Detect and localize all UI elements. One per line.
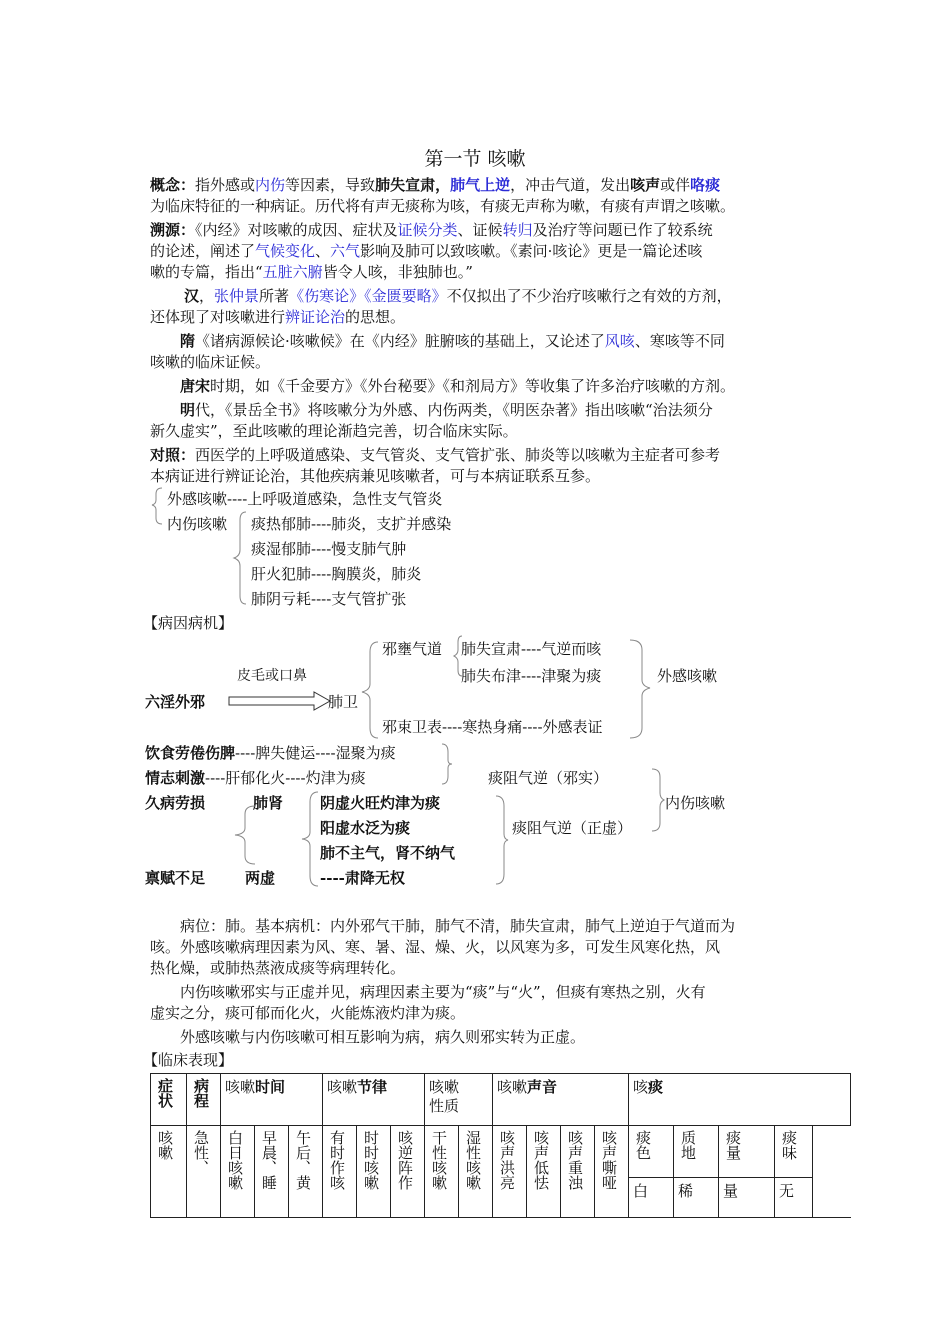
internal-item: 痰热郁肺----肺炎，支扩并感染 bbox=[251, 515, 452, 533]
descend-fail: ----肃降无权 bbox=[320, 869, 405, 887]
clinical-heading: 【临床表现】 bbox=[143, 1051, 234, 1069]
pathology-p1-2: 咳。外感咳嗽病理因素为风、寒、暑、湿、燥、火，以风寒为多，可发生风寒化热，风 bbox=[150, 938, 721, 956]
cell-sputum-head: 痰色 bbox=[629, 1126, 674, 1178]
cell-time: 午后、黄 bbox=[289, 1126, 323, 1218]
phlegm-excess: 痰阻气逆（邪实） bbox=[488, 769, 609, 787]
bracket-external-cough bbox=[628, 638, 652, 740]
header-time: 咳嗽时间 bbox=[221, 1074, 323, 1126]
concept-line-1: 概念：指外感或内伤等因素，导致肺失宣肃，肺气上逆，冲击气道，发出咳声或伴咯痰 bbox=[150, 176, 721, 194]
lung-fail-bu: 肺失布津----津聚为痰 bbox=[461, 667, 602, 685]
cell-sputum-head: 质地 bbox=[674, 1126, 719, 1178]
external-cough-item: 外感咳嗽----上呼吸道感染，急性支气管炎 bbox=[167, 490, 443, 508]
cell-time: 白日咳嗽 bbox=[221, 1126, 255, 1218]
external-cough-label: 外感咳嗽 bbox=[657, 667, 718, 685]
chronic: 久病劳损 bbox=[145, 794, 206, 812]
cell-sound: 咳声洪亮 bbox=[493, 1126, 527, 1218]
evil-bind: 邪束卫表----寒热身痛----外感表证 bbox=[382, 718, 603, 736]
compare-line-1: 对照：西医学的上呼吸道感染、支气管炎、支气管扩张、肺炎等以咳嗽为主症者可参考 bbox=[150, 446, 721, 464]
cell-rhythm: 有时作咳 bbox=[323, 1126, 357, 1218]
arrow-right-icon bbox=[228, 691, 332, 711]
origin-line-2: 的论述，阐述了气候变化、六气影响及肺可以致咳嗽。《素问·咳论》更是一篇论述咳 bbox=[150, 242, 703, 260]
compare-line-2: 本病证进行辨证论治，其他疾病兼见咳嗽者，可与本病证联系互参。 bbox=[150, 467, 601, 485]
sui-line-2: 咳嗽的临床证候。 bbox=[150, 353, 271, 371]
header-sound: 咳嗽声音 bbox=[493, 1074, 629, 1126]
clinical-table bbox=[150, 1073, 851, 1218]
bracket-internal bbox=[232, 510, 250, 606]
page-title: 第一节 咳嗽 bbox=[424, 148, 526, 170]
pathology-p2-2: 虚实之分，痰可郁而化火，火能炼液灼津为痰。 bbox=[150, 1004, 466, 1022]
cell-nature: 湿性咳嗽 bbox=[459, 1126, 493, 1218]
cell-sound: 咳声重浊 bbox=[561, 1126, 595, 1218]
both-deficiency: 两虚 bbox=[245, 869, 276, 887]
cell-rhythm: 时时咳嗽 bbox=[357, 1126, 391, 1218]
bracket-chronic bbox=[233, 804, 259, 866]
internal-item: 痰湿郁肺----慢支肺气肿 bbox=[251, 540, 407, 558]
cell-sound: 咳声嘶哑 bbox=[595, 1126, 629, 1218]
lung-wei: 肺卫 bbox=[328, 693, 359, 711]
origin-line-3: 嗽的专篇，指出“五脏六腑皆令人咳，非独肺也。” bbox=[150, 263, 473, 281]
bracket-internal-cough bbox=[650, 767, 666, 833]
cell-time: 早晨、睡 bbox=[255, 1126, 289, 1218]
lung-fail-xuan: 肺失宣肃----气逆而咳 bbox=[461, 640, 602, 658]
internal-cough-label: 内伤咳嗽 bbox=[665, 794, 726, 812]
concept-line-2: 为临床特征的一种病证。历代将有声无痰称为咳，有痰无声称为嗽，有痰有声谓之咳嗽。 bbox=[150, 197, 736, 215]
etiology-heading: 【病因病机】 bbox=[143, 614, 234, 632]
bracket-lung-wei bbox=[360, 640, 382, 740]
yin-deficiency: 阴虚火旺灼津为痰 bbox=[320, 794, 441, 812]
header-rhythm: 咳嗽节律 bbox=[323, 1074, 425, 1126]
emotion-line: 情志刺激----肝郁化火----灼津为痰 bbox=[145, 769, 366, 787]
bracket-deficiency bbox=[300, 790, 322, 888]
internal-item: 肝火犯肺----胸膜炎，肺炎 bbox=[251, 565, 422, 583]
han-line-2: 还体现了对咳嗽进行辨证论治的思想。 bbox=[150, 308, 406, 326]
cell-empty bbox=[813, 1126, 851, 1218]
header-sputum: 咳痰 bbox=[629, 1074, 851, 1126]
ming-line-2: 新久虚实”，至此咳嗽的理论渐趋完善，切合临床实际。 bbox=[150, 422, 518, 440]
sui-line-1: 隋《诸病源候论·咳嗽候》在《内经》脏腑咳的基础上，又论述了风咳、寒咳等不同 bbox=[180, 332, 725, 350]
cell-sputum-val: 量 bbox=[719, 1178, 775, 1218]
cell-sputum-val: 白 bbox=[629, 1178, 674, 1218]
pathology-p1-3: 热化燥，或肺热蒸液成痰等病理转化。 bbox=[150, 959, 406, 977]
phlegm-deficiency: 痰阻气逆（正虚） bbox=[512, 819, 633, 837]
cell-symptom: 咳嗽 bbox=[151, 1126, 187, 1218]
yang-deficiency: 阳虚水泛为痰 bbox=[320, 819, 411, 837]
pathology-p2-1: 内伤咳嗽邪实与正虚并见，病理因素主要为“痰”与“火”，但痰有寒热之别，火有 bbox=[180, 983, 706, 1001]
cell-sputum-head: 痰量 bbox=[719, 1126, 775, 1178]
header-symptom: 症状 bbox=[151, 1074, 187, 1126]
cell-sputum-val: 无 bbox=[775, 1178, 813, 1218]
table-row bbox=[151, 1126, 851, 1178]
cell-rhythm: 咳逆阵作 bbox=[391, 1126, 425, 1218]
internal-item: 肺阴亏耗----支气管扩张 bbox=[251, 590, 407, 608]
evil-block: 邪壅气道 bbox=[382, 640, 443, 658]
origin-line-1: 溯源：《内经》对咳嗽的成因、症状及证候分类、证候转归及治疗等问题已作了较系统 bbox=[150, 221, 713, 239]
diet-line: 饮食劳倦伤脾----脾失健运----湿聚为痰 bbox=[145, 744, 396, 762]
tangsong-line: 唐宋时期，如《千金要方》《外台秘要》《和剂局方》等收集了许多治疗咳嗽的方剂。 bbox=[180, 377, 736, 395]
skin-nose-label: 皮毛或口鼻 bbox=[237, 668, 307, 684]
bracket-deficiency-right bbox=[494, 794, 510, 886]
han-line-1: 汉，张仲景所著《伤寒论》《金匮要略》不仅拟出了不少治疗咳嗽行之有效的方剂， bbox=[184, 287, 732, 305]
six-evils: 六淫外邪 bbox=[145, 693, 206, 711]
cell-sputum-head: 痰味 bbox=[775, 1126, 813, 1178]
internal-cough-item: 内伤咳嗽 bbox=[167, 515, 228, 533]
bracket-excess bbox=[440, 742, 454, 786]
lung-qi: 肺不主气，肾不纳气 bbox=[320, 844, 456, 862]
cell-sound: 咳声低怯 bbox=[527, 1126, 561, 1218]
ming-line-1: 明代，《景岳全书》将咳嗽分为外感、内伤两类，《明医杂著》指出咳嗽“治法须分 bbox=[180, 401, 713, 419]
innate-deficiency: 禀赋不足 bbox=[145, 869, 206, 887]
header-nature: 咳嗽性质 bbox=[425, 1074, 493, 1126]
cell-course: 急性、 bbox=[187, 1126, 221, 1218]
lung-kidney: 肺肾 bbox=[253, 794, 284, 812]
cell-nature: 干性咳嗽 bbox=[425, 1126, 459, 1218]
table-header-row bbox=[151, 1074, 851, 1126]
pathology-p3: 外感咳嗽与内伤咳嗽可相互影响为病，病久则邪实转为正虚。 bbox=[180, 1028, 586, 1046]
header-course: 病程 bbox=[187, 1074, 221, 1126]
cell-sputum-val: 稀 bbox=[674, 1178, 719, 1218]
pathology-p1-1: 病位：肺。基本病机：内外邪气干肺，肺气不清，肺失宣肃，肺气上逆迫于气道而为 bbox=[180, 917, 736, 935]
